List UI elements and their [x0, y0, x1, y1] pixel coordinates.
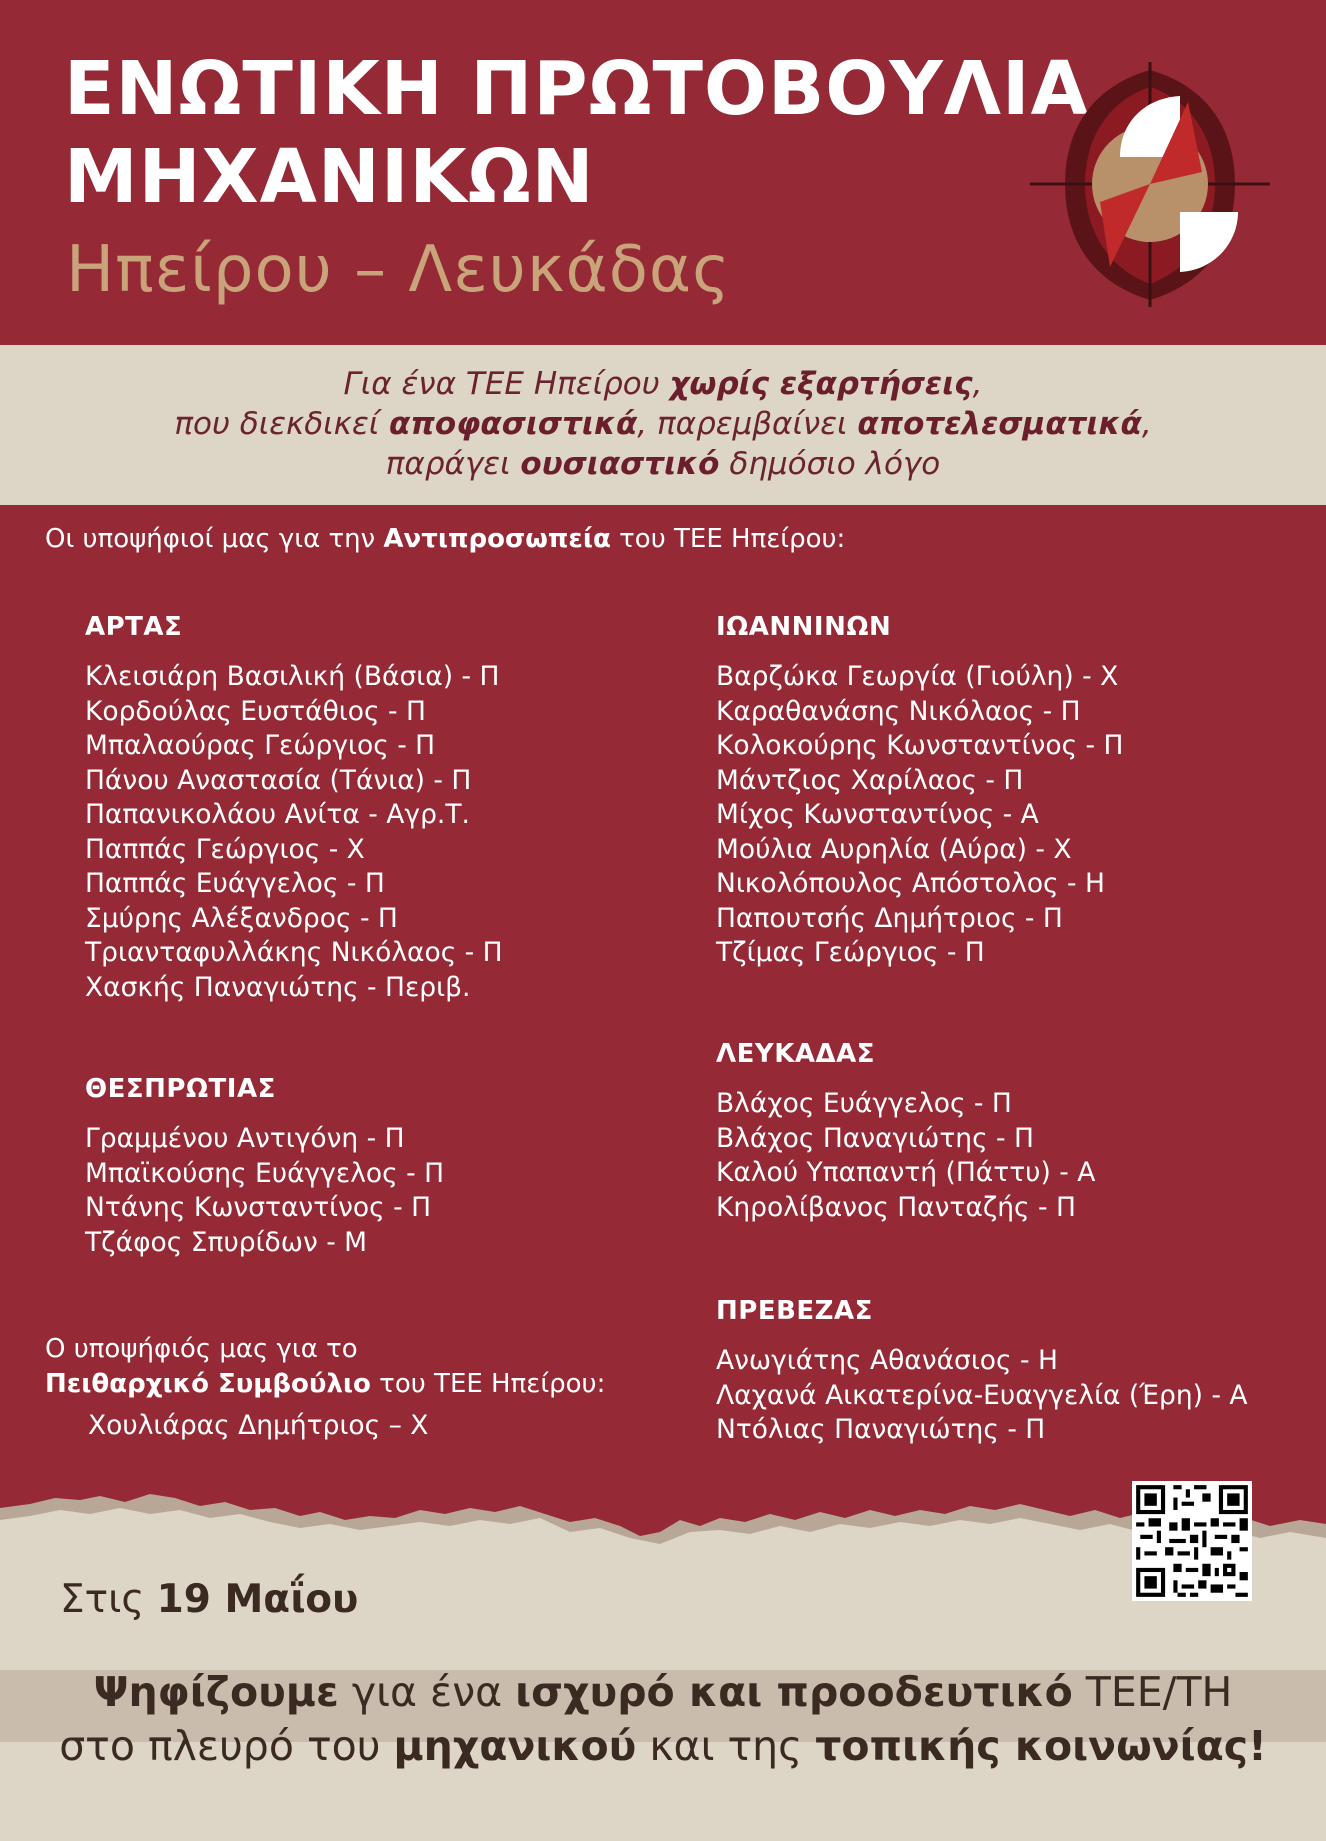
election-date [60, 1577, 359, 1622]
vote-text: για ένα [338, 1668, 516, 1716]
candidate-list-prevezas [716, 1344, 1248, 1448]
list-item: Νικολόπουλος Απόστολος - Η [716, 868, 1105, 899]
vote-line-1 [0, 1668, 1326, 1716]
vote-line-2 [0, 1722, 1326, 1770]
list-item: Ντόλιας Παναγιώτης - Π [716, 1414, 1046, 1445]
header [0, 0, 1326, 345]
slogan-text: που διεκδικεί [174, 406, 390, 442]
list-item: Μούλια Αυρηλία (Αύρα) - Χ [716, 833, 1072, 865]
slogan-text: δημόσιο λόγο [719, 446, 941, 482]
list-item: Λαχανά Αικατερίνα-Ευαγγελία (Έρη) - Α [716, 1379, 1248, 1411]
list-item: Κηρολίβανος Πανταζής - Π [716, 1191, 1076, 1223]
slogan-emphasis: ουσιαστικό [520, 446, 720, 482]
slogan-line-2 [0, 406, 1326, 442]
qr-code-icon[interactable] [1132, 1481, 1252, 1601]
slogan-text: , [1141, 406, 1152, 442]
vote-emphasis: Ψηφίζουμε [93, 1668, 339, 1716]
disciplinary-emphasis: Πειθαρχικό Συμβούλιο [45, 1368, 371, 1399]
list-item: Κολοκούρης Κωνσταντίνος - Π [716, 730, 1124, 761]
disciplinary-text: Ο υποψήφιός μας για το [45, 1334, 358, 1364]
organization-logo-icon [1030, 62, 1270, 307]
list-item: Κορδούλας Ευστάθιος - Π [85, 695, 426, 727]
list-item: Ντάνης Κωνσταντίνος - Π [85, 1192, 432, 1223]
slogan-text: Για ένα ΤΕΕ Ηπείρου [343, 366, 670, 402]
list-item: Γραμμένου Αντιγόνη - Π [85, 1123, 405, 1154]
disciplinary-candidate: Χουλιάρας Δημήτριος – Χ [88, 1410, 429, 1441]
disciplinary-text: του ΤΕΕ Ηπείρου: [370, 1368, 606, 1399]
list-item: Τριανταφυλλάκης Νικόλαος - Π [85, 937, 503, 968]
list-item: Βλάχος Παναγιώτης - Π [716, 1122, 1034, 1154]
list-item: Παπουτσής Δημήτριος - Π [716, 902, 1063, 934]
candidates-intro [45, 526, 845, 552]
intro-text: του ΤΕΕ Ηπείρου: [610, 524, 846, 554]
list-item: Παππάς Ευάγγελος - Π [85, 868, 385, 899]
group-title-thesprotias: ΘΕΣΠΡΩΤΙΑΣ [85, 1074, 276, 1104]
slogan-line-3 [0, 446, 1326, 482]
list-item: Τζάφος Σπυρίδων - Μ [85, 1226, 368, 1258]
group-title-artas: ΑΡΤΑΣ [85, 612, 183, 642]
vote-emphasis: μηχανικού [393, 1722, 637, 1770]
intro-text: Οι υποψήφιοί μας για την [45, 524, 384, 554]
slogan-emphasis: αποφασιστικά [389, 406, 638, 442]
vote-emphasis: τοπικής κοινωνίας! [815, 1722, 1267, 1770]
list-item: Χασκής Παναγιώτης - Περιβ. [85, 971, 471, 1003]
list-item: Καραθανάσης Νικόλαος - Π [716, 695, 1081, 727]
candidate-list-lefkadas [716, 1087, 1095, 1225]
candidate-list-artas [85, 660, 503, 1005]
subtitle: Ηπείρου – Λευκάδας [66, 233, 731, 307]
list-item: Παππάς Γεώργιος - Χ [85, 833, 365, 865]
list-item: Κλεισιάρη Βασιλική (Βάσια) - Π [85, 661, 500, 692]
list-item: Ανωγιάτης Αθανάσιος - Η [716, 1345, 1058, 1376]
disciplinary-intro [45, 1332, 605, 1401]
candidate-list-thesprotias [85, 1122, 444, 1260]
list-item: Τζίμας Γεώργιος - Π [716, 937, 985, 968]
list-item: Μπαϊκούσης Ευάγγελος - Π [85, 1157, 445, 1189]
candidate-list-ioanninon [716, 660, 1123, 971]
group-title-prevezas: ΠΡΕΒΕΖΑΣ [716, 1296, 873, 1326]
torn-paper-band [0, 1480, 1326, 1841]
intro-emphasis: Αντιπροσωπεία [383, 524, 611, 554]
title-line-2: ΜΗΧΑΝΙΚΩΝ [64, 134, 595, 220]
date-emphasis: 19 Μαΐου [156, 1577, 359, 1622]
slogan-line-1 [0, 366, 1326, 402]
list-item: Καλού Υπαπαντή (Πάττυ) - Α [716, 1157, 1096, 1188]
slogan-emphasis: αποτελεσματικά [857, 406, 1142, 442]
slogan-text: , παρεμβαίνει [637, 406, 858, 442]
list-item: Πάνου Αναστασία (Τάνια) - Π [85, 764, 472, 796]
slogan-band [0, 345, 1326, 505]
disciplinary-line-2 [45, 1367, 605, 1402]
slogan-text: παράγει [385, 446, 521, 482]
list-item: Σμύρης Αλέξανδρος - Π [85, 902, 398, 934]
list-item: Βλάχος Ευάγγελος - Π [716, 1088, 1012, 1119]
slogan-emphasis: χωρίς εξαρτήσεις [669, 366, 973, 402]
vote-text: και της [636, 1722, 816, 1770]
group-title-ioanninon: ΙΩΑΝΝΙΝΩΝ [716, 612, 892, 642]
title-line-1: ΕΝΩΤΙΚΗ ΠΡΩΤΟΒΟΥΛΙΑ [64, 46, 1089, 132]
slogan-text: , [972, 366, 983, 402]
list-item: Βαρζώκα Γεωργία (Γιούλη) - Χ [716, 661, 1119, 692]
vote-text: ΤΕΕ/ΤΗ [1072, 1668, 1233, 1716]
list-item: Παπανικολάου Ανίτα - Αγρ.Τ. [85, 799, 470, 830]
group-title-lefkadas: ΛΕΥΚΑΔΑΣ [716, 1039, 875, 1069]
vote-text: στο πλευρό του [59, 1722, 394, 1770]
date-text: Στις [60, 1577, 157, 1622]
list-item: Μίχος Κωνσταντίνος - Α [716, 799, 1039, 830]
vote-emphasis: ισχυρό και προοδευτικό [515, 1668, 1073, 1716]
list-item: Μάντζιος Χαρίλαος - Π [716, 764, 1024, 796]
list-item: Μπαλαούρας Γεώργιος - Π [85, 730, 436, 761]
